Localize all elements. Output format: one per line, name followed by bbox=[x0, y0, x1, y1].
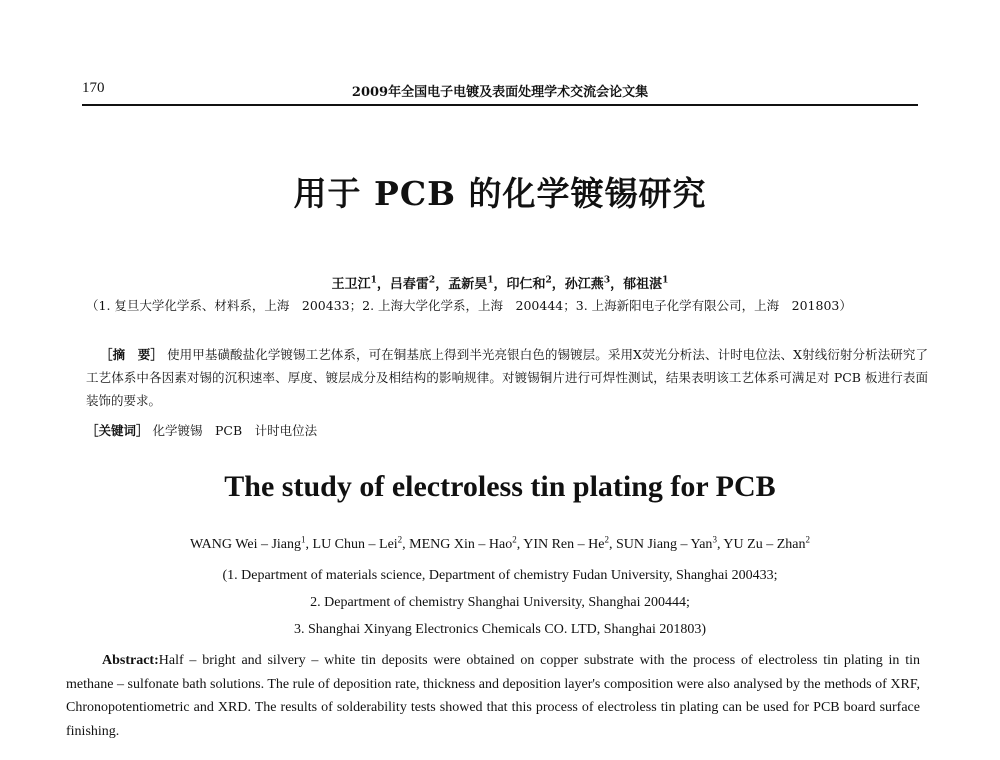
author-affiliation-mark: 2 bbox=[428, 275, 436, 286]
author: 王卫江 bbox=[331, 277, 371, 292]
author-affiliation-mark: 2 bbox=[512, 534, 517, 545]
abstract-text: 使用甲基磺酸盐化学镀锡工艺体系，可在铜基底上得到半光亮银白色的锡镀层。采用X荧光分析法、计时电位法、X射线衍射分析法研究了工艺体系中各因素对锡的沉积速率、厚度、镀层成分及相结构的影响规律。对镀锡铜片进行可焊性测试，结果表明该工艺体系可满足对 PCB 板进行表面装饰的要求。 bbox=[86, 347, 928, 408]
english-authors bbox=[0, 534, 1000, 553]
running-title: 2009年全国电子电镀及表面处理学术交流会论文集 bbox=[351, 85, 649, 100]
page-number: 170 bbox=[82, 80, 105, 96]
chinese-keywords bbox=[86, 421, 928, 439]
author-affiliation-mark: 2 bbox=[545, 275, 552, 286]
author: 孙江燕 bbox=[564, 277, 604, 292]
author: 郁祖湛 bbox=[623, 277, 663, 292]
author-separator: , bbox=[716, 537, 724, 552]
author-separator: ， bbox=[376, 277, 390, 292]
abstract-label: ［摘 要］ bbox=[100, 347, 163, 362]
author-separator: ， bbox=[551, 277, 565, 292]
abstract-label: Abstract: bbox=[102, 653, 159, 668]
abstract-text: Half – bright and silvery – white tin deposits were obtained on copper substrate with the process of electroless tin plating in tin methane – sulfonate bath solutions. The rule of deposition rate, thickness and deposition layer's composition were also analysed by the methods of XRF, Chronopotentiometric and XRD. The results of solderability tests showed that this process of electroless tin plating can be used for PCB board surface finishing. bbox=[66, 653, 920, 739]
author: 孟新昊 bbox=[448, 277, 488, 292]
chinese-abstract bbox=[86, 343, 928, 412]
english-abstract bbox=[66, 649, 920, 743]
author-separator: ， bbox=[610, 277, 624, 292]
author: LU Chun – Lei bbox=[312, 537, 398, 552]
author: YU Zu – Zhan bbox=[723, 537, 806, 552]
chinese-authors bbox=[0, 273, 1000, 292]
author: 吕春雷 bbox=[389, 277, 429, 292]
author-affiliation-mark: 3 bbox=[712, 534, 717, 545]
author-affiliation-mark: 1 bbox=[301, 534, 306, 545]
english-affiliation-3: 3. Shanghai Xinyang Electronics Chemicals CO. LTD, Shanghai 201803) bbox=[293, 622, 707, 637]
author-separator: ， bbox=[435, 277, 449, 292]
author: YIN Ren – He bbox=[523, 537, 605, 552]
english-title: The study of electroless tin plating for PCB bbox=[224, 470, 776, 503]
author: SUN Jiang – Yan bbox=[615, 537, 713, 552]
chinese-affiliations: （1. 复旦大学化学系、材料系，上海 200433；2. 上海大学化学系，上海 200444；3. 上海新阳电子化学有限公司，上海 201803） bbox=[86, 298, 852, 313]
author-affiliation-mark: 1 bbox=[662, 275, 669, 286]
author-affiliation-mark: 2 bbox=[805, 534, 810, 545]
english-affiliation-2: 2. Department of chemistry Shanghai University, Shanghai 200444; bbox=[310, 595, 690, 610]
author-separator: , bbox=[305, 537, 313, 552]
header-rule bbox=[82, 104, 918, 106]
author: MENG Xin – Hao bbox=[409, 537, 513, 552]
author-affiliation-mark: 3 bbox=[603, 275, 611, 286]
author-affiliation-mark: 2 bbox=[604, 534, 609, 545]
author-affiliation-mark: 1 bbox=[487, 275, 494, 286]
author-separator: , bbox=[516, 537, 524, 552]
author-separator: , bbox=[608, 537, 616, 552]
author: WANG Wei – Jiang bbox=[190, 537, 302, 552]
keywords-text: 化学镀锡 PCB 计时电位法 bbox=[152, 423, 318, 438]
author-affiliation-mark: 1 bbox=[370, 275, 377, 286]
keywords-label: ［关键词］ bbox=[86, 423, 149, 438]
author-affiliation-mark: 2 bbox=[397, 534, 403, 545]
author: 印仁和 bbox=[506, 277, 546, 292]
english-affiliation-1: (1. Department of materials science, Department of chemistry Fudan University, Shanghai 200433; bbox=[222, 568, 778, 583]
author-separator: , bbox=[402, 537, 410, 552]
chinese-title: 用于 PCB 的化学镀锡研究 bbox=[293, 174, 707, 213]
author-separator: ， bbox=[493, 277, 507, 292]
